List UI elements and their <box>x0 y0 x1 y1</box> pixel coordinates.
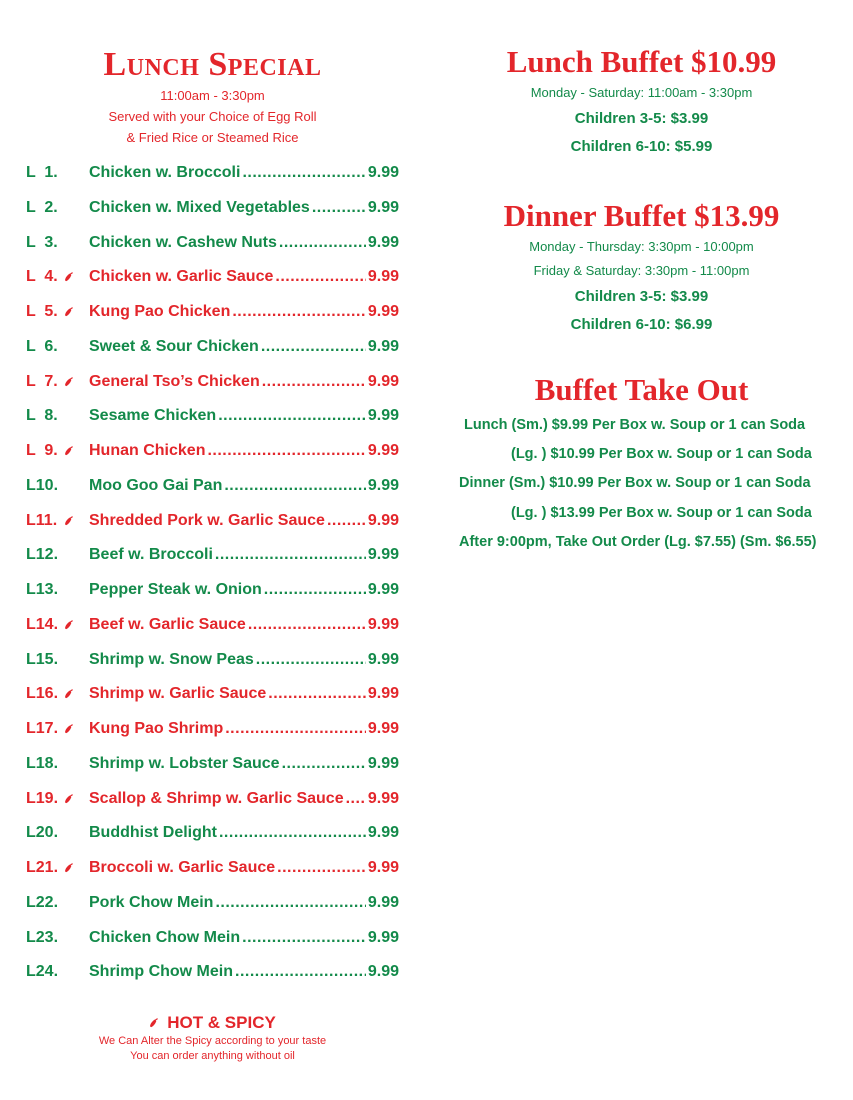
take-out-after-9pm: After 9:00pm, Take Out Order (Lg. $7.55) (Sm. $6.55) <box>459 534 817 550</box>
menu-item-spicy-slot <box>64 307 89 318</box>
menu-item-name: Pepper Steak w. Onion <box>89 581 262 598</box>
menu-item-price: 9.99 <box>367 477 399 494</box>
menu-item-spicy-slot <box>64 272 89 283</box>
menu-item-name: Moo Goo Gai Pan <box>89 477 223 494</box>
menu-item <box>26 822 399 844</box>
menu-item-dot-leader <box>264 579 366 601</box>
dinner-buffet-hours-weekend: Friday & Saturday: 3:30pm - 11:00pm <box>533 263 750 278</box>
menu-item-dot-leader <box>218 405 366 427</box>
menu-item-dot-leader <box>219 822 366 844</box>
lunch-special-title: Lunch Special <box>103 46 322 83</box>
menu-item <box>26 544 399 566</box>
hot-spicy-label: HOT & SPICY <box>167 1013 276 1032</box>
lunch-special-served-line2: & Fried Rice or Steamed Rice <box>126 130 299 145</box>
menu-item-name: Chicken Chow Mein <box>89 929 241 946</box>
menu-item-name: Kung Pao Chicken <box>89 303 231 320</box>
lunch-buffet-title: Lunch Buffet $10.99 <box>506 44 777 79</box>
chili-pepper-icon <box>64 272 74 283</box>
menu-item-name: Beef w. Broccoli <box>89 546 213 563</box>
menu-item-price: 9.99 <box>367 199 399 216</box>
lunch-buffet-children-3-5: Children 3-5: $3.99 <box>574 110 709 127</box>
menu-item-code: L14. <box>26 616 59 633</box>
menu-item <box>26 753 399 775</box>
hot-spicy-note-1: We Can Alter the Spicy according to your taste <box>98 1035 327 1047</box>
menu-item-name: Shrimp w. Lobster Sauce <box>89 755 280 772</box>
take-out-lunch-large: (Lg. ) $10.99 Per Box w. Soup or 1 can Soda <box>511 446 812 462</box>
chili-pepper-icon <box>64 794 74 805</box>
menu-item <box>26 961 399 983</box>
take-out-dinner-large: (Lg. ) $13.99 Per Box w. Soup or 1 can Soda <box>511 505 812 521</box>
dinner-buffet-title: Dinner Buffet $13.99 <box>503 198 780 233</box>
menu-item-dot-leader <box>242 927 366 949</box>
menu-item-price: 9.99 <box>367 755 399 772</box>
menu-item-price: 9.99 <box>367 651 399 668</box>
menu-item <box>26 718 399 740</box>
menu-item-dot-leader <box>279 232 366 254</box>
menu-item-name: Scallop & Shrimp w. Garlic Sauce <box>89 790 344 807</box>
menu-item-name: Broccoli w. Garlic Sauce <box>89 859 276 876</box>
menu-item-dot-leader <box>248 614 366 636</box>
menu-item-name: General Tso’s Chicken <box>89 373 260 390</box>
menu-item <box>26 336 399 358</box>
menu-item-dot-leader <box>225 718 366 740</box>
menu-item-code: L10. <box>26 477 59 494</box>
menu-item-price: 9.99 <box>367 338 399 355</box>
menu-item-name: Chicken w. Mixed Vegetables <box>89 199 310 216</box>
menu-item-name: Buddhist Delight <box>89 824 217 841</box>
menu-item-code: L 6. <box>26 338 58 355</box>
menu-item <box>26 197 399 219</box>
chili-pepper-icon <box>64 689 74 700</box>
menu-item-code: L21. <box>26 859 59 876</box>
menu-item-dot-leader <box>261 336 366 358</box>
menu-item-price: 9.99 <box>367 720 399 737</box>
take-out-lunch-small: Lunch (Sm.) $9.99 Per Box w. Soup or 1 can Soda <box>464 417 806 433</box>
menu-item-price: 9.99 <box>367 685 399 702</box>
take-out-dinner-small: Dinner (Sm.) $10.99 Per Box w. Soup or 1 can Soda <box>459 475 811 491</box>
menu-item-code: L 2. <box>26 199 58 216</box>
menu-item-code: L16. <box>26 685 59 702</box>
menu-item-spicy-slot <box>64 794 89 805</box>
menu-item-code: L22. <box>26 894 59 911</box>
menu-item-spicy-slot <box>64 377 89 388</box>
menu-item <box>26 371 399 393</box>
menu-item-spicy-slot <box>64 689 89 700</box>
menu-item-price: 9.99 <box>367 512 399 529</box>
menu-item-price: 9.99 <box>367 859 399 876</box>
menu-item-spicy-slot <box>64 620 89 631</box>
menu-item <box>26 788 399 810</box>
chili-pepper-icon <box>64 863 74 874</box>
menu-item-price: 9.99 <box>367 303 399 320</box>
menu-item-price: 9.99 <box>367 824 399 841</box>
menu-item-name: Sesame Chicken <box>89 407 217 424</box>
menu-item-price: 9.99 <box>367 929 399 946</box>
menu-item-price: 9.99 <box>367 581 399 598</box>
menu-item-price: 9.99 <box>367 616 399 633</box>
menu-item-spicy-slot <box>64 863 89 874</box>
menu-item-dot-leader <box>268 683 366 705</box>
menu-item-name: Chicken w. Broccoli <box>89 164 241 181</box>
menu-item <box>26 510 399 532</box>
menu-item-dot-leader <box>235 961 366 983</box>
menu-item-code: L 8. <box>26 407 58 424</box>
menu-item-price: 9.99 <box>367 268 399 285</box>
menu-item-name: Chicken w. Cashew Nuts <box>89 234 277 251</box>
menu-item-name: Kung Pao Shrimp <box>89 720 224 737</box>
dinner-buffet-children-6-10: Children 6-10: $6.99 <box>570 316 713 333</box>
menu-item <box>26 301 399 323</box>
menu-item-name: Shrimp w. Garlic Sauce <box>89 685 267 702</box>
menu-item <box>26 614 399 636</box>
menu-item-name: Pork Chow Mein <box>89 894 214 911</box>
lunch-special-hours: 11:00am - 3:30pm <box>160 88 265 103</box>
menu-item-code: L12. <box>26 546 59 563</box>
menu-item-name: Beef w. Garlic Sauce <box>89 616 246 633</box>
menu-item-name: Chicken w. Garlic Sauce <box>89 268 274 285</box>
menu-item-spicy-slot <box>64 516 89 527</box>
hot-spicy-legend <box>0 1012 425 1034</box>
menu-item-price: 9.99 <box>367 546 399 563</box>
menu-item-dot-leader <box>277 857 366 879</box>
menu-item-dot-leader <box>242 162 365 184</box>
menu-item-code: L11. <box>26 512 58 529</box>
dinner-buffet-children-3-5: Children 3-5: $3.99 <box>574 288 709 305</box>
chili-pepper-icon <box>64 446 74 457</box>
menu-item-dot-leader <box>256 649 366 671</box>
chili-pepper-icon <box>149 1018 159 1029</box>
menu-item-dot-leader <box>215 544 366 566</box>
lunch-buffet-children-6-10: Children 6-10: $5.99 <box>570 138 713 155</box>
menu-item-dot-leader <box>224 475 366 497</box>
menu-item-code: L 5. <box>26 303 58 320</box>
menu-item <box>26 405 399 427</box>
menu-item <box>26 892 399 914</box>
chili-pepper-icon <box>64 516 74 527</box>
menu-item-spicy-slot <box>64 724 89 735</box>
menu-item-dot-leader <box>282 753 366 775</box>
menu-item <box>26 579 399 601</box>
menu-item <box>26 683 399 705</box>
menu-item-price: 9.99 <box>367 442 399 459</box>
menu-item <box>26 927 399 949</box>
menu-item-code: L 7. <box>26 373 58 390</box>
hot-spicy-note-2: You can order anything without oil <box>130 1050 295 1062</box>
menu-item <box>26 857 399 879</box>
lunch-buffet-hours: Monday - Saturday: 11:00am - 3:30pm <box>530 85 753 100</box>
lunch-special-served-line1: Served with your Choice of Egg Roll <box>108 109 317 124</box>
menu-item-dot-leader <box>232 301 366 323</box>
menu-item-price: 9.99 <box>367 894 399 911</box>
menu-item <box>26 232 399 254</box>
menu-item-price: 9.99 <box>367 407 399 424</box>
menu-item <box>26 162 399 184</box>
menu-item-code: L 9. <box>26 442 58 459</box>
menu-item-name: Shredded Pork w. Garlic Sauce <box>89 512 325 529</box>
menu-item-name: Shrimp w. Snow Peas <box>89 651 254 668</box>
menu-item-code: L15. <box>26 651 59 668</box>
menu-item-dot-leader <box>312 197 366 219</box>
menu-item-price: 9.99 <box>367 963 399 980</box>
menu-item-name: Sweet & Sour Chicken <box>89 338 259 355</box>
menu-item-code: L17. <box>26 720 59 737</box>
menu-item-spicy-slot <box>64 446 89 457</box>
menu-item-code: L13. <box>26 581 59 598</box>
dinner-buffet-hours-weekday: Monday - Thursday: 3:30pm - 10:00pm <box>529 239 754 254</box>
menu-item-dot-leader <box>207 440 365 462</box>
menu-item-code: L19. <box>26 790 59 807</box>
menu-item-code: L 1. <box>26 164 58 181</box>
menu-item-code: L23. <box>26 929 59 946</box>
chili-pepper-icon <box>64 377 74 388</box>
menu-item-dot-leader <box>215 892 365 914</box>
buffet-take-out-title: Buffet Take Out <box>534 372 749 407</box>
menu-item-code: L20. <box>26 824 59 841</box>
menu-item-dot-leader <box>327 510 366 532</box>
menu-item-price: 9.99 <box>367 790 399 807</box>
menu-item-dot-leader <box>346 788 366 810</box>
menu-item <box>26 649 399 671</box>
menu-item <box>26 440 399 462</box>
menu-item-code: L24. <box>26 963 59 980</box>
menu-item-name: Hunan Chicken <box>89 442 206 459</box>
menu-item-code: L 4. <box>26 268 58 285</box>
menu-item <box>26 475 399 497</box>
menu-item-dot-leader <box>262 371 366 393</box>
menu-item-code: L 3. <box>26 234 58 251</box>
menu-item-dot-leader <box>275 266 365 288</box>
menu-item-price: 9.99 <box>367 164 399 181</box>
chili-pepper-icon <box>64 724 74 735</box>
menu-item-name: Shrimp Chow Mein <box>89 963 233 980</box>
chili-pepper-icon <box>64 307 74 318</box>
menu-item-code: L18. <box>26 755 59 772</box>
chili-pepper-icon <box>64 620 74 631</box>
menu-item <box>26 266 399 288</box>
menu-item-price: 9.99 <box>367 373 399 390</box>
menu-item-price: 9.99 <box>367 234 399 251</box>
